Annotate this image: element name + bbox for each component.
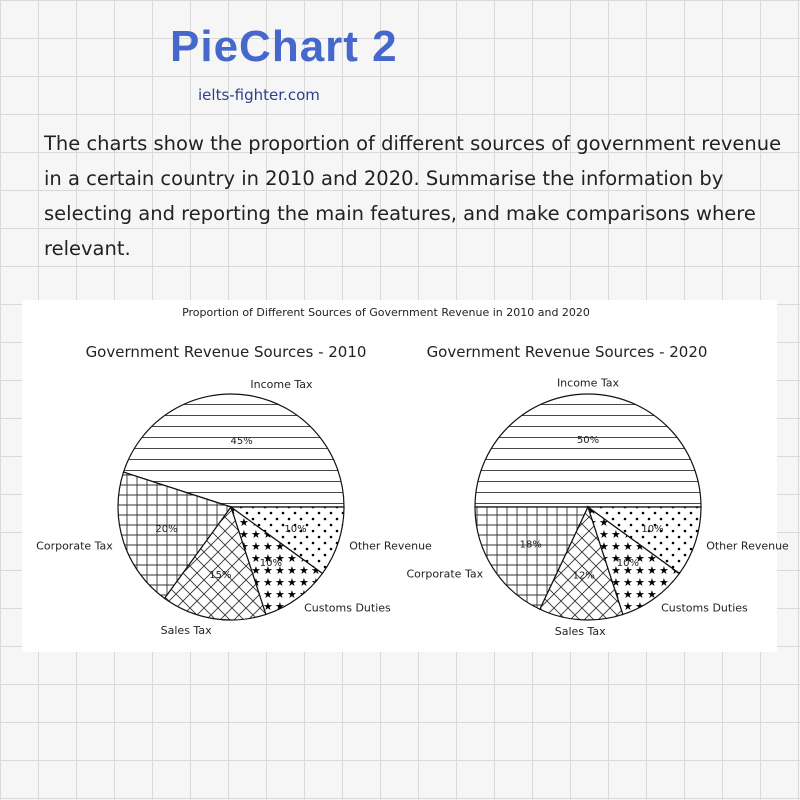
pie-category-label: Customs Duties (304, 601, 391, 615)
pie-value-label: 12% (572, 570, 595, 582)
pie-charts (22, 300, 789, 652)
pie-category-label: Income Tax (250, 378, 313, 392)
pie-category-label: Other Revenue (706, 539, 789, 553)
pie-category-label: Income Tax (556, 376, 620, 390)
task-prompt: The charts show the proportion of different sources of government revenue in a certain country in 2010 and 2020. Summarise the information by selecting and reporting the main features, and make comparisons where relevant. (44, 132, 782, 260)
pie-category-label: Other Revenue (349, 539, 432, 553)
pie-category-label: Sales Tax (160, 623, 212, 637)
pie-value-label: 10% (284, 524, 307, 535)
pie-chart-2010 (36, 343, 432, 637)
pie-category-label: Sales Tax (554, 625, 606, 639)
pie-value-label: 10% (616, 557, 640, 569)
pie-value-label: 20% (155, 524, 178, 535)
chart-title: Government Revenue Sources - 2020 (426, 343, 708, 361)
pie-value-label: 10% (641, 524, 664, 535)
figure-suptitle: Proportion of Different Sources of Government Revenue in 2010 and 2020 (182, 306, 590, 319)
pie-value-label: 18% (519, 539, 542, 551)
pie-category-label: Corporate Tax (36, 539, 113, 553)
pie-category-label: Corporate Tax (406, 567, 484, 581)
pie-value-label: 15% (209, 570, 232, 581)
pie-slice-income-tax (475, 394, 701, 507)
page-title: PieChart 2 (170, 22, 398, 71)
pie-value-label: 10% (259, 557, 283, 569)
pie-category-label: Customs Duties (661, 601, 748, 615)
chart-title: Government Revenue Sources - 2010 (85, 343, 367, 361)
pie-chart-2020 (406, 343, 789, 638)
pie-value-label: 50% (576, 435, 600, 447)
site-url: ielts-fighter.com (198, 86, 320, 104)
chart-panel (22, 300, 789, 652)
pie-value-label: 45% (230, 436, 253, 447)
